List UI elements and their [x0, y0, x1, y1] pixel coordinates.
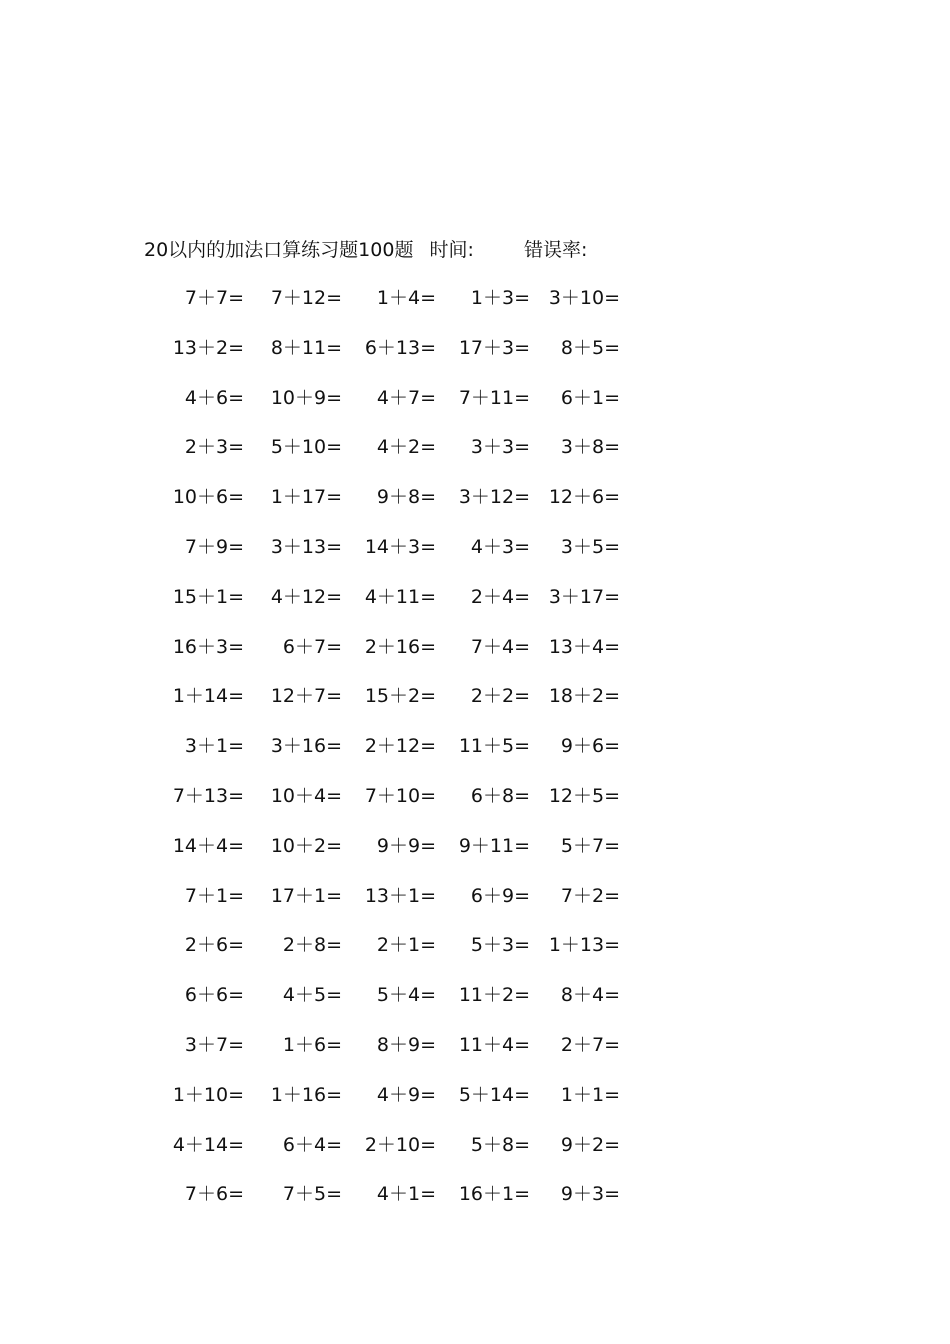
problem-r8-c2: 6＋7=: [282, 636, 342, 658]
problem-r13-c3: 13＋1=: [364, 885, 436, 907]
problem-r16-c4: 11＋4=: [458, 1034, 530, 1056]
problem-r11-c4: 6＋8=: [470, 785, 530, 807]
problem-r13-c4: 6＋9=: [470, 885, 530, 907]
problem-r10-c5: 9＋6=: [560, 735, 620, 757]
problem-r15-c5: 8＋4=: [560, 984, 620, 1006]
problem-r1-c3: 1＋4=: [376, 287, 436, 309]
problem-r12-c4: 9＋11=: [458, 835, 530, 857]
problem-r14-c5: 1＋13=: [548, 934, 620, 956]
problem-r10-c3: 2＋12=: [364, 735, 436, 757]
problem-r5-c5: 12＋6=: [548, 486, 620, 508]
problem-r3-c3: 4＋7=: [376, 387, 436, 409]
problem-r3-c4: 7＋11=: [458, 387, 530, 409]
problem-r16-c1: 3＋7=: [184, 1034, 244, 1056]
problem-r4-c2: 5＋10=: [270, 436, 342, 458]
problem-r12-c1: 14＋4=: [172, 835, 244, 857]
problem-r4-c1: 2＋3=: [184, 436, 244, 458]
problem-r7-c2: 4＋12=: [270, 586, 342, 608]
problem-r14-c3: 2＋1=: [376, 934, 436, 956]
problem-r1-c1: 7＋7=: [184, 287, 244, 309]
worksheet-title: 20以内的加法口算练习题100题: [144, 239, 414, 261]
problem-r17-c1: 1＋10=: [172, 1084, 244, 1106]
problem-r11-c1: 7＋13=: [172, 785, 244, 807]
problem-r15-c1: 6＋6=: [184, 984, 244, 1006]
problem-r14-c1: 2＋6=: [184, 934, 244, 956]
time-label: 时间:: [429, 239, 474, 261]
problem-r7-c1: 15＋1=: [172, 586, 244, 608]
worksheet-header: [144, 236, 587, 264]
problem-r4-c3: 4＋2=: [376, 436, 436, 458]
problem-r9-c5: 18＋2=: [548, 685, 620, 707]
problem-r15-c2: 4＋5=: [282, 984, 342, 1006]
problem-r8-c1: 16＋3=: [172, 636, 244, 658]
problem-r7-c4: 2＋4=: [470, 586, 530, 608]
problem-r19-c4: 16＋1=: [458, 1183, 530, 1205]
problem-r19-c2: 7＋5=: [282, 1183, 342, 1205]
problem-r17-c5: 1＋1=: [560, 1084, 620, 1106]
problem-r6-c5: 3＋5=: [560, 536, 620, 558]
problem-r16-c5: 2＋7=: [560, 1034, 620, 1056]
problem-r17-c4: 5＋14=: [458, 1084, 530, 1106]
problem-r19-c1: 7＋6=: [184, 1183, 244, 1205]
problem-r15-c4: 11＋2=: [458, 984, 530, 1006]
problem-r2-c2: 8＋11=: [270, 337, 342, 359]
problem-r11-c3: 7＋10=: [364, 785, 436, 807]
problem-r3-c1: 4＋6=: [184, 387, 244, 409]
problem-r10-c4: 11＋5=: [458, 735, 530, 757]
problem-r4-c4: 3＋3=: [470, 436, 530, 458]
problem-r16-c2: 1＋6=: [282, 1034, 342, 1056]
problem-r14-c4: 5＋3=: [470, 934, 530, 956]
problem-r18-c1: 4＋14=: [172, 1134, 244, 1156]
problem-r10-c1: 3＋1=: [184, 735, 244, 757]
problem-r12-c5: 5＋7=: [560, 835, 620, 857]
problem-r8-c5: 13＋4=: [548, 636, 620, 658]
problem-r11-c5: 12＋5=: [548, 785, 620, 807]
problem-r19-c5: 9＋3=: [560, 1183, 620, 1205]
problem-r17-c2: 1＋16=: [270, 1084, 342, 1106]
problem-r18-c4: 5＋8=: [470, 1134, 530, 1156]
problem-r4-c5: 3＋8=: [560, 436, 620, 458]
problem-r16-c3: 8＋9=: [376, 1034, 436, 1056]
problem-r7-c3: 4＋11=: [364, 586, 436, 608]
problem-r19-c3: 4＋1=: [376, 1183, 436, 1205]
problem-r2-c3: 6＋13=: [364, 337, 436, 359]
problem-r5-c2: 1＋17=: [270, 486, 342, 508]
problem-r9-c4: 2＋2=: [470, 685, 530, 707]
problem-r17-c3: 4＋9=: [376, 1084, 436, 1106]
problem-r13-c1: 7＋1=: [184, 885, 244, 907]
problem-r18-c3: 2＋10=: [364, 1134, 436, 1156]
problem-r1-c2: 7＋12=: [270, 287, 342, 309]
problem-r18-c5: 9＋2=: [560, 1134, 620, 1156]
problem-r7-c5: 3＋17=: [548, 586, 620, 608]
problem-r9-c1: 1＋14=: [172, 685, 244, 707]
problem-r14-c2: 2＋8=: [282, 934, 342, 956]
problem-r6-c1: 7＋9=: [184, 536, 244, 558]
problem-r11-c2: 10＋4=: [270, 785, 342, 807]
problem-r2-c1: 13＋2=: [172, 337, 244, 359]
problem-r18-c2: 6＋4=: [282, 1134, 342, 1156]
problem-r9-c3: 15＋2=: [364, 685, 436, 707]
problem-r15-c3: 5＋4=: [376, 984, 436, 1006]
error-rate-label: 错误率:: [523, 239, 588, 261]
problem-r6-c2: 3＋13=: [270, 536, 342, 558]
problem-r5-c3: 9＋8=: [376, 486, 436, 508]
problem-r3-c2: 10＋9=: [270, 387, 342, 409]
problem-r6-c4: 4＋3=: [470, 536, 530, 558]
problem-r3-c5: 6＋1=: [560, 387, 620, 409]
problem-r8-c4: 7＋4=: [470, 636, 530, 658]
problem-r6-c3: 14＋3=: [364, 536, 436, 558]
problem-r12-c2: 10＋2=: [270, 835, 342, 857]
problem-r10-c2: 3＋16=: [270, 735, 342, 757]
problem-r13-c5: 7＋2=: [560, 885, 620, 907]
problem-r5-c4: 3＋12=: [458, 486, 530, 508]
problem-r9-c2: 12＋7=: [270, 685, 342, 707]
problem-r12-c3: 9＋9=: [376, 835, 436, 857]
problem-r2-c4: 17＋3=: [458, 337, 530, 359]
problem-r5-c1: 10＋6=: [172, 486, 244, 508]
problem-r8-c3: 2＋16=: [364, 636, 436, 658]
problem-r13-c2: 17＋1=: [270, 885, 342, 907]
problem-r1-c5: 3＋10=: [548, 287, 620, 309]
problem-r1-c4: 1＋3=: [470, 287, 530, 309]
problem-r2-c5: 8＋5=: [560, 337, 620, 359]
